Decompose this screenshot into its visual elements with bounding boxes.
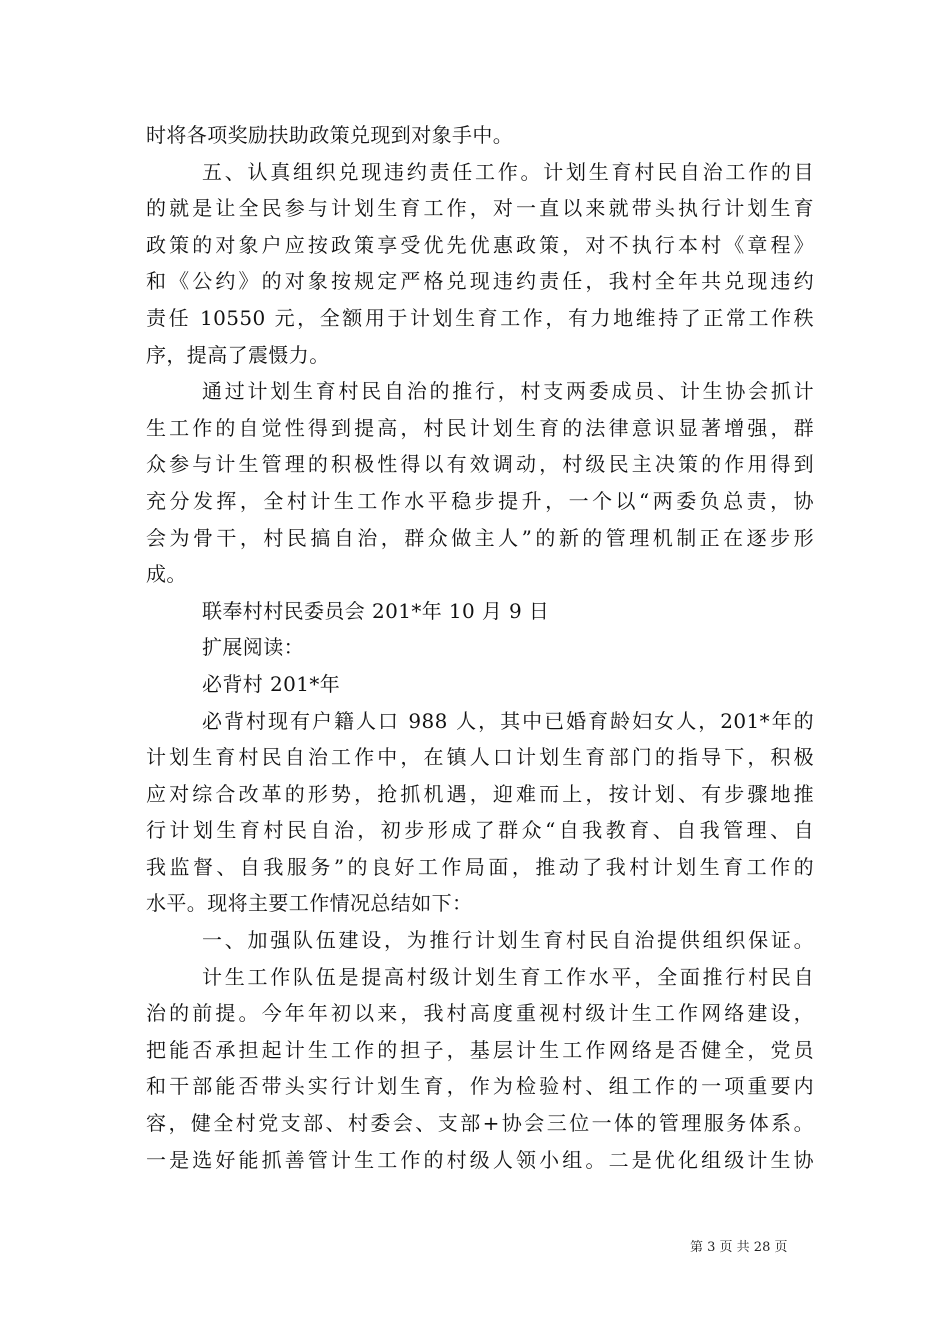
text-line: 充分发挥，全村计生工作水平稳步提升，一个以“两委负总责，协 bbox=[146, 488, 814, 513]
section-heading: 一、加强队伍建设，为推行计划生育村民自治提供组织保证。 bbox=[202, 928, 814, 953]
text-line: 容，健全村党支部、村委会、支部+协会三位一体的管理服务体系。 bbox=[146, 1111, 814, 1136]
text-line: 计划生育村民自治工作中，在镇人口计划生育部门的指导下，积极 bbox=[146, 745, 814, 770]
text-line: 必背村现有户籍人口 988 人，其中已婚育龄妇女人，201*年的 bbox=[202, 708, 814, 733]
text-line: 的就是让全民参与计划生育工作，对一直以来就带头执行计划生育 bbox=[146, 196, 814, 221]
text-line: 五、认真组织兑现违约责任工作。计划生育村民自治工作的目 bbox=[202, 159, 814, 184]
text-line: 把能否承担起计生工作的担子，基层计生工作网络是否健全，党员 bbox=[146, 1037, 814, 1062]
text-line: 责任 10550 元，全额用于计划生育工作，有力地维持了正常工作秩 bbox=[146, 305, 814, 330]
document-body bbox=[146, 117, 814, 1178]
text-line: 政策的对象户应按政策享受优先优惠政策，对不执行本村《章程》 bbox=[146, 232, 814, 257]
text-line: 和干部能否带头实行计划生育，作为检验村、组工作的一项重要内 bbox=[146, 1074, 814, 1099]
text-line: 时将各项奖励扶助政策兑现到对象手中。 bbox=[146, 123, 514, 147]
text-line: 我监督、自我服务”的良好工作局面，推动了我村计划生育工作的 bbox=[146, 854, 814, 879]
text-line: 和《公约》的对象按规定严格兑现违约责任，我村全年共兑现违约 bbox=[146, 269, 814, 294]
text-line: 水平。现将主要工作情况总结如下： bbox=[146, 891, 473, 916]
text-line: 会为骨干，村民搞自治，群众做主人”的新的管理机制正在逐步形 bbox=[146, 525, 814, 550]
text-line: 众参与计生管理的积极性得以有效调动，村级民主决策的作用得到 bbox=[146, 452, 814, 477]
text-line: 生工作的自觉性得到提高，村民计划生育的法律意识显著增强，群 bbox=[146, 415, 814, 440]
text-line: 序，提高了震慑力。 bbox=[146, 342, 330, 367]
text-line: 治的前提。今年年初以来，我村高度重视村级计生工作网络建设， bbox=[146, 1001, 814, 1026]
text-line: 行计划生育村民自治，初步形成了群众“自我教育、自我管理、自 bbox=[146, 818, 814, 843]
text-line: 成。 bbox=[146, 562, 187, 587]
text-line: 计生工作队伍是提高村级计划生育工作水平，全面推行村民自 bbox=[202, 964, 814, 989]
text-line: 一是选好能抓善管计生工作的村级人领小组。二是优化组级计生协 bbox=[146, 1147, 814, 1172]
article-title: 必背村 201*年 bbox=[202, 671, 341, 696]
page-number: 第 3 页 共 28 页 bbox=[690, 1240, 788, 1255]
text-line: 通过计划生育村民自治的推行，村支两委成员、计生协会抓计 bbox=[202, 379, 814, 404]
section-label: 扩展阅读： bbox=[202, 635, 304, 660]
text-line: 应对综合改革的形势，抢抓机遇，迎难而上，按计划、有步骤地推 bbox=[146, 781, 814, 806]
signature-line: 联奉村村民委员会 201*年 10 月 9 日 bbox=[202, 598, 550, 623]
